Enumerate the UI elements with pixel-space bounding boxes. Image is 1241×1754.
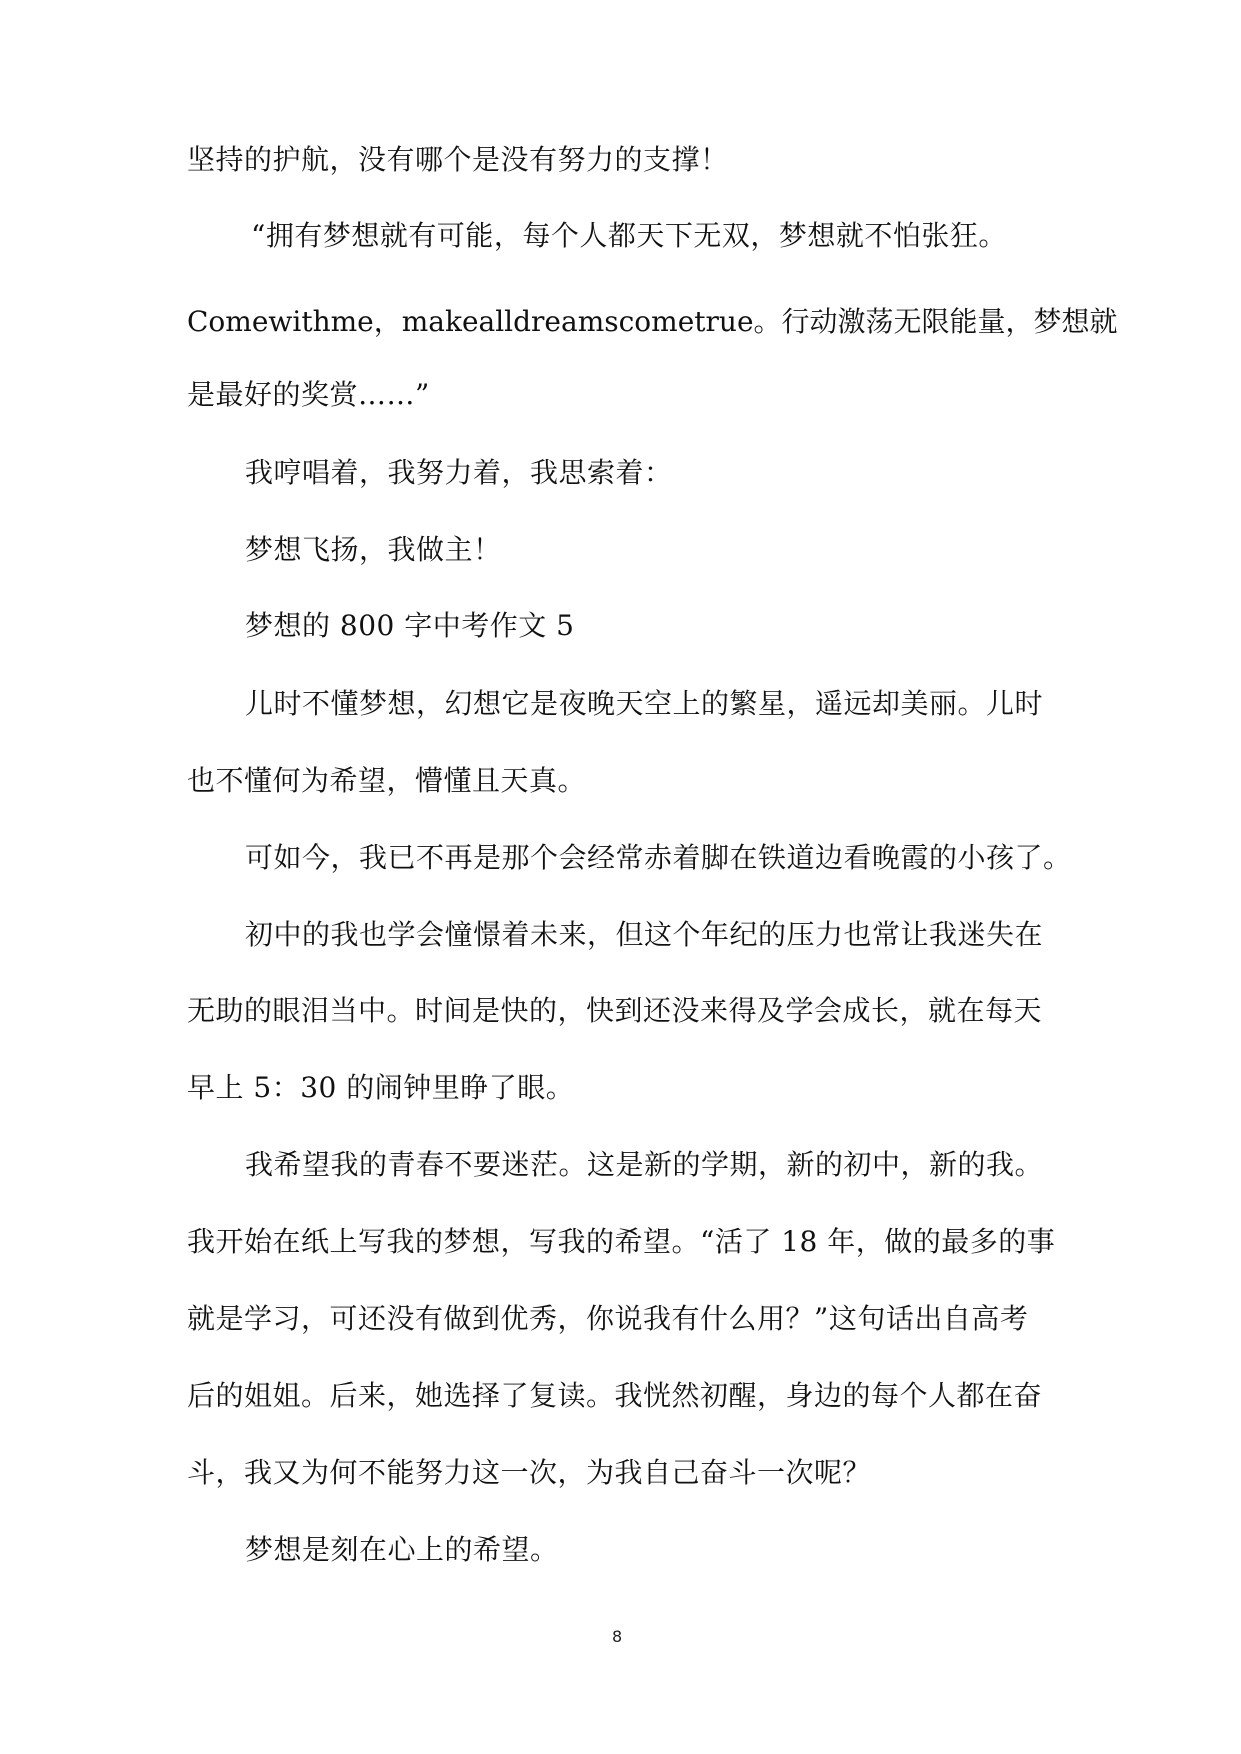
text-line: Comewithme，makealldreamscometrue。行动激荡无限能量，梦想就	[187, 305, 1118, 338]
text-line: 儿时不懂梦想，幻想它是夜晚天空上的繁星，遥远却美丽。儿时	[245, 687, 1044, 720]
text-line: 我希望我的青春不要迷茫。这是新的学期，新的初中，新的我。	[245, 1148, 1044, 1181]
text-line: 无助的眼泪当中。时间是快的，快到还没来得及学会成长，就在每天	[187, 994, 1043, 1027]
text-line: 可如今，我已不再是那个会经常赤着脚在铁道边看晚霞的小孩了。	[245, 841, 1072, 874]
text-line: 梦想是刻在心上的希望。	[245, 1533, 559, 1566]
text-line: 后的姐姐。后来，她选择了复读。我恍然初醒，身边的每个人都在奋	[187, 1379, 1043, 1412]
text-line: 梦想飞扬，我做主！	[245, 533, 502, 566]
text-line: “拥有梦想就有可能，每个人都天下无双，梦想就不怕张狂。	[251, 219, 1007, 252]
text-line: 也不懂何为希望，懵懂且天真。	[187, 764, 587, 797]
text-line: 初中的我也学会憧憬着未来，但这个年纪的压力也常让我迷失在	[245, 918, 1044, 951]
page-number: 8	[612, 1627, 623, 1646]
text-line: 我开始在纸上写我的梦想，写我的希望。“活了 18 年，做的最多的事	[187, 1225, 1056, 1258]
text-line: 就是学习，可还没有做到优秀，你说我有什么用？”这句话出自高考	[187, 1302, 1029, 1335]
text-line: 坚持的护航，没有哪个是没有努力的支撑！	[187, 143, 729, 176]
text-line: 斗，我又为何不能努力这一次，为我自己奋斗一次呢？	[187, 1456, 872, 1489]
text-line: 是最好的奖赏……”	[187, 378, 430, 411]
text-line: 我哼唱着，我努力着，我思索着：	[245, 456, 673, 489]
text-line: 早上 5：30 的闹钟里睁了眼。	[187, 1071, 575, 1104]
section-heading: 梦想的 800 字中考作文 5	[245, 609, 575, 642]
